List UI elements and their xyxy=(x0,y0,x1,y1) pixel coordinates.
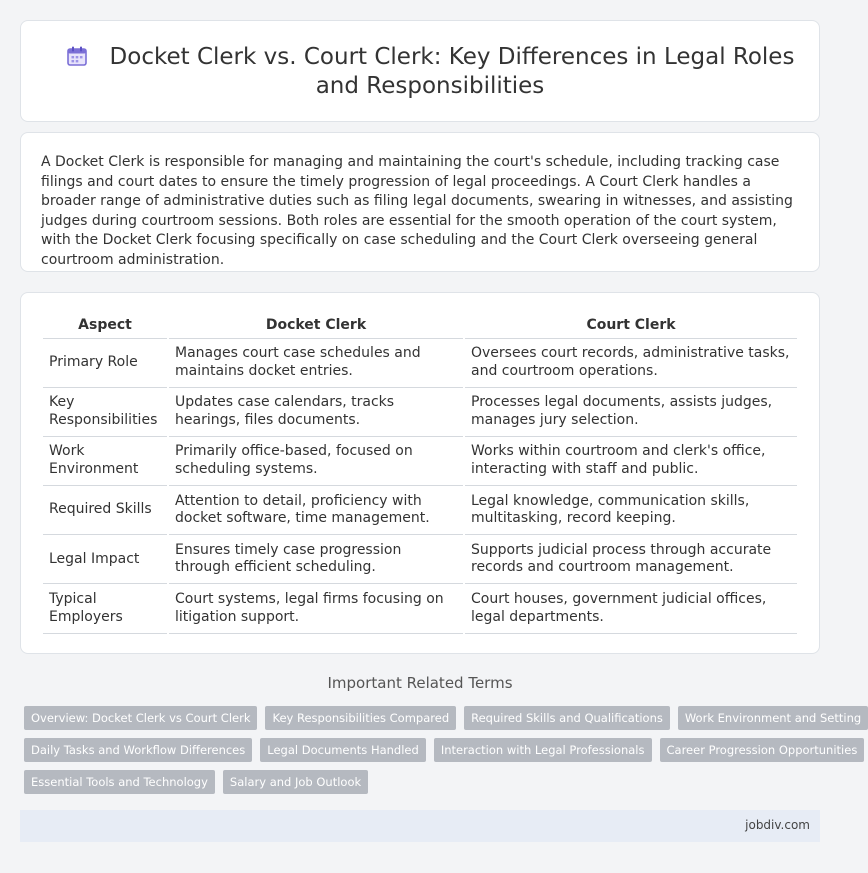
footer-site-link[interactable]: jobdiv.com xyxy=(745,818,810,832)
comparison-table-card xyxy=(20,292,820,654)
header-aspect: Aspect xyxy=(43,313,167,339)
table-row xyxy=(43,388,797,437)
related-term-link[interactable]: Interaction with Legal Professionals xyxy=(434,738,652,762)
related-term-link[interactable]: Legal Documents Handled xyxy=(260,738,426,762)
aspect-cell: Primary Role xyxy=(43,339,167,388)
related-term-link[interactable]: Key Responsibilities Compared xyxy=(265,706,456,730)
court-clerk-cell: Processes legal documents, assists judges, manages jury selection. xyxy=(465,388,797,437)
table-row xyxy=(43,437,797,486)
related-term-link[interactable]: Work Environment and Setting xyxy=(678,706,868,730)
court-clerk-cell: Court houses, government judicial offices, legal departments. xyxy=(465,584,797,633)
table-row xyxy=(43,535,797,584)
related-terms-row xyxy=(24,770,824,794)
header-card xyxy=(20,20,820,122)
aspect-cell: Work Environment xyxy=(43,437,167,486)
header-court-clerk: Court Clerk xyxy=(465,313,797,339)
related-term-link[interactable]: Career Progression Opportunities xyxy=(660,738,865,762)
page-title-text: Docket Clerk vs. Court Clerk: Key Differences in Legal Roles and Responsibilities xyxy=(109,44,795,99)
table-row xyxy=(43,486,797,535)
calendar-icon xyxy=(66,45,88,67)
related-terms-list xyxy=(24,706,862,802)
table-row xyxy=(43,339,797,388)
court-clerk-cell: Supports judicial process through accurate records and courtroom management. xyxy=(465,535,797,584)
related-term-link[interactable]: Essential Tools and Technology xyxy=(24,770,215,794)
aspect-cell: Required Skills xyxy=(43,486,167,535)
docket-clerk-cell: Primarily office-based, focused on scheduling systems. xyxy=(169,437,463,486)
header-docket-clerk: Docket Clerk xyxy=(169,313,463,339)
docket-clerk-cell: Manages court case schedules and maintains docket entries. xyxy=(169,339,463,388)
page-title xyxy=(61,43,799,101)
aspect-cell: Key Responsibilities xyxy=(43,388,167,437)
related-term-link[interactable]: Overview: Docket Clerk vs Court Clerk xyxy=(24,706,257,730)
related-term-link[interactable]: Salary and Job Outlook xyxy=(223,770,368,794)
docket-clerk-cell: Ensures timely case progression through efficient scheduling. xyxy=(169,535,463,584)
aspect-cell: Typical Employers xyxy=(43,584,167,633)
docket-clerk-cell: Attention to detail, proficiency with docket software, time management. xyxy=(169,486,463,535)
table-row xyxy=(43,584,797,633)
intro-card xyxy=(20,132,820,272)
intro-text: A Docket Clerk is responsible for managing and maintaining the court's schedule, including tracking case filings and court dates to ensure the timely progression of legal proceedings. A Court Clerk handles a broader range of administrative duties such as filing legal documents, swearing in witnesses, and assisting judges during courtroom sessions. Both roles are essential for the smooth operation of the court system, with the Docket Clerk focusing specifically on case scheduling and the Court Clerk overseeing general courtroom administration. xyxy=(41,154,793,268)
court-clerk-cell: Legal knowledge, communication skills, multitasking, record keeping. xyxy=(465,486,797,535)
table-header-row xyxy=(43,313,797,339)
docket-clerk-cell: Updates case calendars, tracks hearings, files documents. xyxy=(169,388,463,437)
related-terms-row xyxy=(24,706,862,730)
court-clerk-cell: Works within courtroom and clerk's office, interacting with staff and public. xyxy=(465,437,797,486)
related-terms-title: Important Related Terms xyxy=(327,674,513,692)
court-clerk-cell: Oversees court records, administrative tasks, and courtroom operations. xyxy=(465,339,797,388)
related-term-link[interactable]: Daily Tasks and Workflow Differences xyxy=(24,738,252,762)
related-terms-row xyxy=(24,738,858,762)
comparison-table xyxy=(41,313,799,634)
aspect-cell: Legal Impact xyxy=(43,535,167,584)
footer xyxy=(20,810,820,842)
related-term-link[interactable]: Required Skills and Qualifications xyxy=(464,706,670,730)
docket-clerk-cell: Court systems, legal firms focusing on litigation support. xyxy=(169,584,463,633)
